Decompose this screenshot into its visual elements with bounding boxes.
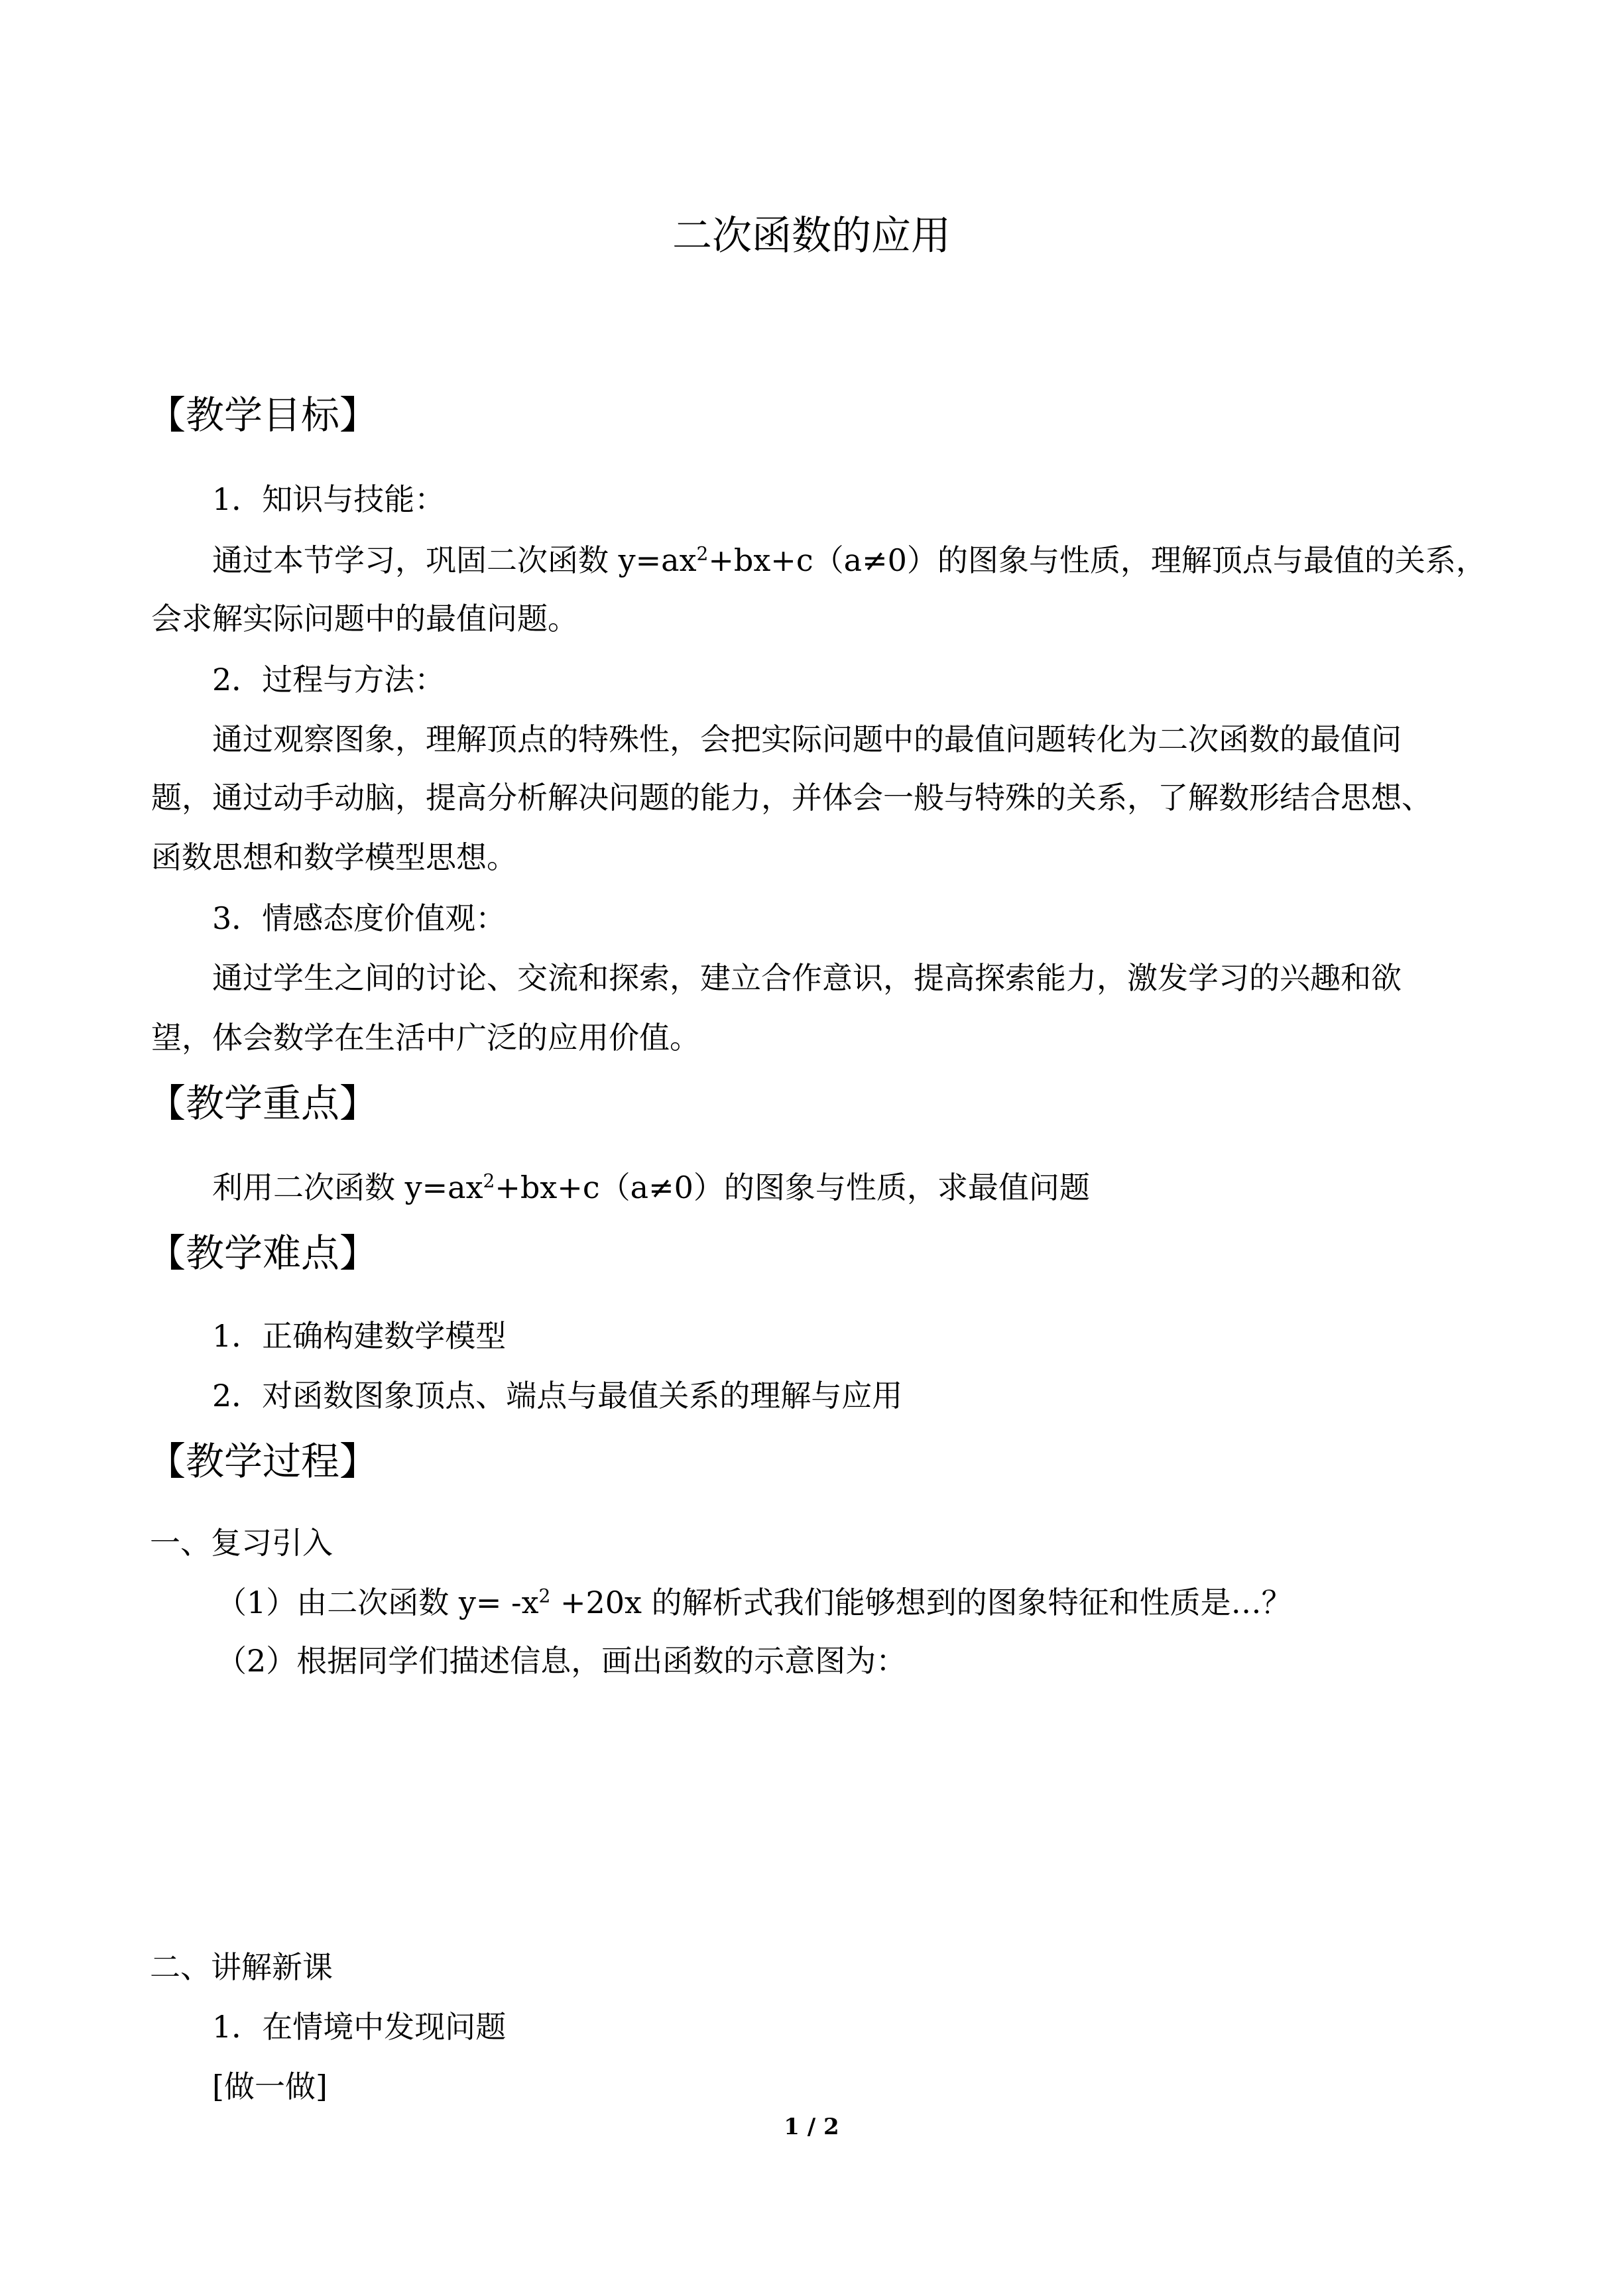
heading-process: 【教学过程】 (147, 1439, 379, 1484)
difficulty-item-2: 2．对函数图象顶点、端点与最值关系的理解与应用 (212, 1378, 903, 1414)
difficulty-item-1: 1．正确构建数学模型 (212, 1318, 507, 1354)
objective-item-attitude: 3．情感态度价值观： (212, 900, 507, 936)
process-question-2: （2）根据同学们描述信息，画出函数的示意图为： (216, 1643, 907, 1679)
page-title: 二次函数的应用 (672, 213, 951, 259)
heading-key-points: 【教学重点】 (147, 1081, 379, 1126)
process-sub-item-2: [做一做] (212, 2069, 328, 2104)
superscript: 2 (483, 1170, 495, 1192)
process-part-review: 一、复习引入 (150, 1525, 333, 1561)
objective-paragraph-3-line1: 通过学生之间的讨论、交流和探索，建立合作意识，提高探索能力，激发学习的兴趣和欲 (212, 960, 1402, 996)
text-segment: 通过本节学习，巩固二次函数 y=ax (212, 542, 697, 578)
superscript: 2 (696, 542, 709, 565)
objective-paragraph-2-line3: 函数思想和数学模型思想。 (151, 839, 517, 875)
objective-paragraph-2-line2: 题，通过动手动脑，提高分析解决问题的能力，并体会一般与特殊的关系，了解数形结合思想、 (151, 780, 1432, 816)
objective-paragraph-1-cont: 会求解实际问题中的最值问题。 (151, 601, 578, 636)
objective-paragraph-3-line2: 望，体会数学在生活中广泛的应用价值。 (151, 1020, 700, 1056)
process-part-new-lesson: 二、讲解新课 (150, 1949, 333, 1985)
heading-objectives: 【教学目标】 (147, 393, 379, 438)
superscript: 2 (538, 1585, 551, 1607)
text-segment: +bx+c（a≠0）的图象与性质，求最值问题 (495, 1170, 1090, 1205)
key-point-paragraph (212, 1170, 1090, 1206)
heading-difficulties: 【教学难点】 (147, 1231, 379, 1276)
process-sub-item-1: 1．在情境中发现问题 (212, 2009, 507, 2045)
page-number: 1 / 2 (784, 2114, 839, 2140)
text-segment: +20x 的解析式我们能够想到的图象特征和性质是…？ (550, 1585, 1292, 1620)
objective-paragraph-2-line1: 通过观察图象，理解顶点的特殊性，会把实际问题中的最值问题转化为二次函数的最值问 (212, 721, 1402, 757)
objective-paragraph-1 (212, 542, 1486, 579)
process-question-1 (216, 1585, 1292, 1621)
objective-item-process: 2．过程与方法： (212, 662, 446, 697)
text-segment: 利用二次函数 y=ax (212, 1170, 483, 1205)
objective-item-knowledge: 1．知识与技能： (212, 481, 446, 517)
text-segment: （1）由二次函数 y= -x (216, 1585, 539, 1620)
text-segment: +bx+c（a≠0）的图象与性质，理解顶点与最值的关系， (708, 542, 1486, 578)
